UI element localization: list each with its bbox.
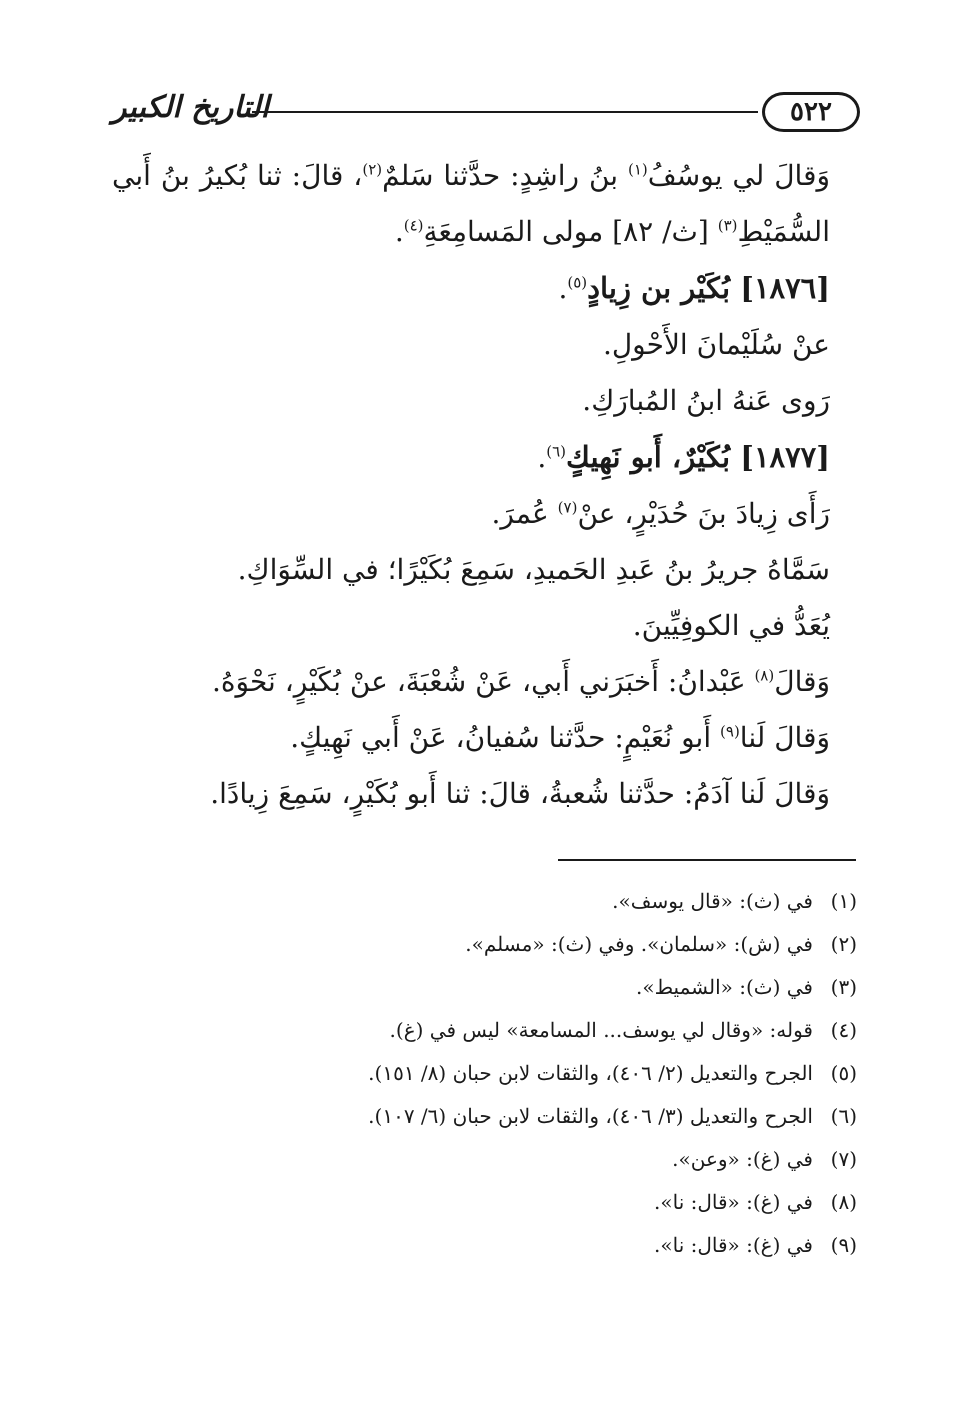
text-span: عَبْدانُ: أَخبَرَني أَبي، عَنْ شُعْبَةَ، عنْ بُكَيْرٍ، نَحْوَهُ. xyxy=(211,665,755,698)
text-span: [ث/ ٨٢] مولى المَسامِعَةِ xyxy=(423,215,718,248)
text-span: بنُ راشِدٍ: حدَّثنا سَلمٌ xyxy=(382,159,628,192)
text-line xyxy=(112,654,830,710)
footnote-number: (٩) xyxy=(830,1233,857,1257)
page-header xyxy=(112,88,860,140)
main-text xyxy=(112,148,830,822)
text-line: سَمَّاهُ جريرُ بنُ عَبدِ الحَميدِ، سَمِعَ بُكَيْرًا؛ في السِّوَاكِ. xyxy=(237,553,830,586)
text-line: عنْ سُلَيْمانَ الأَحْولِ. xyxy=(602,328,830,361)
footnote xyxy=(200,1138,857,1181)
header-rule xyxy=(252,111,758,113)
entry-heading-1877 xyxy=(112,429,830,486)
footnote-number: (٨) xyxy=(830,1190,857,1214)
entry-title: [١٨٧٦] بُكَيْر بن زِيادٍ xyxy=(587,271,830,305)
page-number-badge xyxy=(762,92,860,132)
footnote-text: في (غ): «وعن». xyxy=(672,1147,813,1171)
footnote-ref[interactable]: (٣) xyxy=(717,216,738,235)
text-span: . xyxy=(537,441,547,474)
text-span: وَقالَ لي يوسُفُ xyxy=(647,159,830,192)
footnote-ref[interactable]: (٢) xyxy=(362,160,383,179)
footnote-number: (٣) xyxy=(830,975,857,999)
footnote-ref[interactable]: (٨) xyxy=(754,666,775,685)
text-span: أَبو نُعَيْمٍ: حدَّثنا سُفيانُ، عَنْ أَبي نَهِيكٍ. xyxy=(290,721,721,754)
footnote-text: الجرح والتعديل (٢/ ٤٠٦)، والثقات لابن حبان (٨/ ١٥١). xyxy=(368,1061,813,1085)
footnote xyxy=(200,880,857,923)
footnote xyxy=(200,1224,857,1267)
book-title: التاريخ الكبير xyxy=(112,90,270,125)
entry-title: [١٨٧٧] بُكَيْرٌ، أَبو نَهِيكٍ xyxy=(566,440,830,474)
footnote-separator xyxy=(558,859,856,861)
footnote-number: (١) xyxy=(830,889,857,913)
footnote-ref[interactable]: (٧) xyxy=(557,498,578,517)
footnote-number: (٢) xyxy=(830,932,857,956)
footnote-ref[interactable]: (٥) xyxy=(567,273,588,292)
footnote xyxy=(200,1009,857,1052)
footnote-ref[interactable]: (١) xyxy=(628,160,648,179)
footnote-number: (٤) xyxy=(830,1018,857,1042)
footnote-number: (٧) xyxy=(830,1147,857,1171)
footnote xyxy=(200,923,857,966)
footnote xyxy=(200,1095,857,1138)
entry-heading-1876 xyxy=(112,260,830,317)
text-span: وَقالَ لَنا xyxy=(739,721,830,754)
text-span: . xyxy=(558,272,568,305)
footnote-text: قوله: «وقال لي يوسف... المسامعة» ليس في (غ). xyxy=(389,1018,813,1042)
text-line: يُعَدُّ في الكوفِيِّينَ. xyxy=(632,609,830,642)
footnote-text: في (غ): «قال: نا». xyxy=(654,1190,813,1214)
footnote-text: في (ش): «سلمان». وفي (ث): «مسلم». xyxy=(465,932,813,956)
intro-paragraph xyxy=(112,148,830,260)
footnote-text: في (غ): «قال: نا». xyxy=(654,1233,813,1257)
footnote-text: في (ث): «الشميط». xyxy=(635,975,813,999)
text-line xyxy=(112,710,830,766)
footnote xyxy=(200,1181,857,1224)
footnote-number: (٥) xyxy=(830,1061,857,1085)
text-span: عُمرَ. xyxy=(491,497,558,530)
page-number: ٥٢٢ xyxy=(790,97,832,127)
text-line: رَوى عَنهُ ابنُ المُبارَكِ. xyxy=(582,384,830,417)
text-line: وَقالَ لَنا آدَمُ: حدَّثنا شُعبةُ، قالَ: ثنا أَبو بُكَيْرٍ، سَمِعَ زِيادًا. xyxy=(210,777,830,810)
text-line xyxy=(112,486,830,542)
footnote xyxy=(200,1052,857,1095)
footnote-text: في (ث): «قال يوسف». xyxy=(612,889,813,913)
footnote-text: الجرح والتعديل (٣/ ٤٠٦)، والثقات لابن حبان (٦/ ١٠٧). xyxy=(368,1104,813,1128)
text-span: وَقالَ xyxy=(774,665,830,698)
text-span: رَأَى زِيادَ بنَ حُدَيْرٍ، عنْ xyxy=(577,497,830,530)
footnote-number: (٦) xyxy=(830,1104,857,1128)
footnotes xyxy=(200,880,857,1267)
text-span: . xyxy=(394,215,404,248)
footnote-ref[interactable]: (٦) xyxy=(546,442,566,461)
footnote xyxy=(200,966,857,1009)
footnote-ref[interactable]: (٤) xyxy=(403,216,424,235)
text-span: ، قالَ: ثنا بُكيرُ بنُ أَبي السُّمَيْطِ xyxy=(112,159,830,248)
footnote-ref[interactable]: (٩) xyxy=(720,722,740,741)
